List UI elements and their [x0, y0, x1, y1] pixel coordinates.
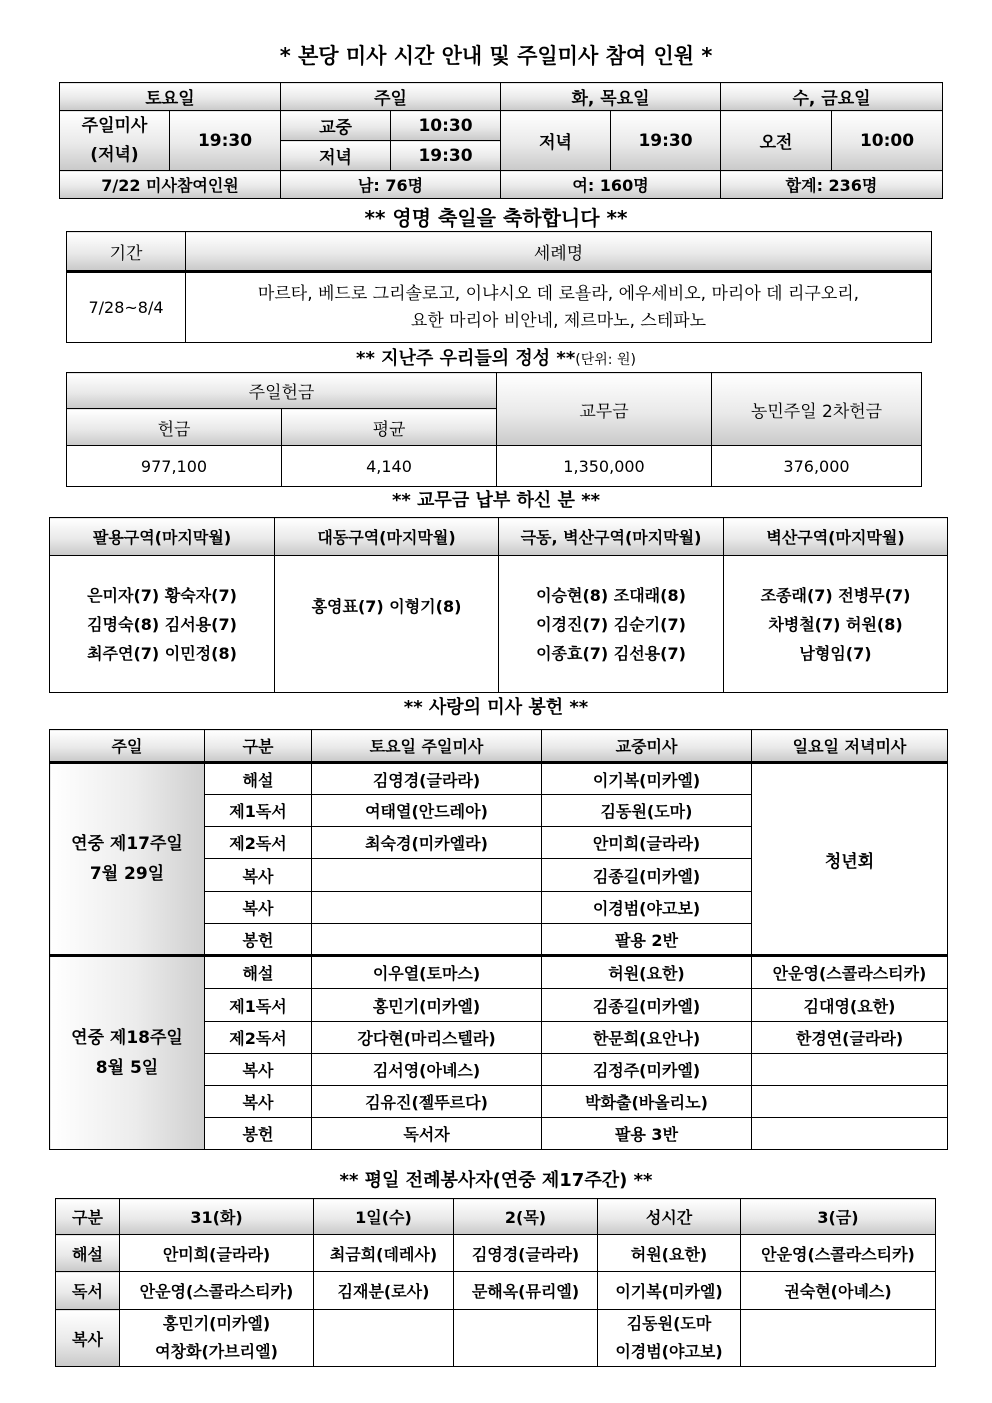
weekday-cell: 안운영(스콜라스티카) — [120, 1272, 314, 1310]
feast-title: ** 영명 축일을 축하합니다 ** — [364, 206, 628, 230]
main-cell: 이기복(미카엘) — [542, 763, 752, 795]
header-wed-fri: 수, 금요일 — [721, 83, 943, 111]
role-cell: 복사 — [205, 1054, 312, 1086]
weekday-role-reading: 독서 — [56, 1272, 120, 1310]
dues-payers-table — [49, 517, 948, 693]
role-cell: 봉헌 — [205, 924, 312, 956]
dues-list-byeoksan: 조종래(7) 전병무(7) 차병철(7) 허원(8) 남형임(7) — [724, 556, 948, 693]
dues-list-daedong: 홍영표(7) 이형기(8) — [275, 556, 499, 693]
sunday-main-time: 10:30 — [391, 111, 501, 141]
main-cell: 이경범(야고보) — [542, 892, 752, 924]
main-cell: 한문희(요안나) — [542, 1022, 752, 1054]
love-header-role: 구분 — [205, 730, 312, 763]
sunday-evening-label: 저녁 — [281, 141, 391, 171]
main-cell: 팔용 2반 — [542, 924, 752, 956]
header-tue-thu: 화, 목요일 — [501, 83, 721, 111]
weekday-cell: 김영경(글라라) — [454, 1235, 598, 1272]
role-cell: 제1독서 — [205, 795, 312, 827]
wed-fri-time: 10:00 — [832, 111, 943, 171]
dues-value: 1,350,000 — [497, 446, 712, 487]
week1-label: 연중 제17주일 7월 29일 — [50, 763, 205, 956]
weekday-cell: 안운영(스콜라스티카) — [741, 1235, 936, 1272]
role-cell: 복사 — [205, 1086, 312, 1118]
offering-table — [66, 372, 922, 487]
role-cell: 해설 — [205, 956, 312, 989]
dues-list-geukdong: 이승현(8) 조대래(8) 이경진(7) 김순기(7) 이종효(7) 김선용(7) — [499, 556, 724, 693]
weekday-cell: 김동원(도마 이경범(야고보) — [598, 1310, 741, 1367]
dues-header-byeoksan: 벽산구역(마지막월) — [724, 518, 948, 556]
farmer-offering-header: 농민주일 2차헌금 — [712, 373, 922, 446]
week1-sunday-evening: 청년회 — [752, 763, 948, 956]
feast-period-header: 기간 — [67, 232, 186, 272]
weekday-header-tue: 31(화) — [120, 1199, 314, 1235]
love-header-saturday: 토요일 주일미사 — [312, 730, 542, 763]
main-cell: 김정주(미카엘) — [542, 1054, 752, 1086]
header-saturday: 토요일 — [60, 83, 281, 111]
tue-thu-time: 19:30 — [611, 111, 721, 171]
main-cell: 안미희(글라라) — [542, 827, 752, 859]
wed-fri-label: 오전 — [721, 111, 832, 171]
role-cell: 제1독서 — [205, 989, 312, 1022]
week2-label: 연중 제18주일 8월 5일 — [50, 956, 205, 1150]
weekday-cell: 김재분(로사) — [314, 1272, 454, 1310]
saturday-time: 19:30 — [170, 111, 281, 171]
evening-cell: 한경연(글라라) — [752, 1022, 948, 1054]
saturday-cell: 여태열(안드레아) — [312, 795, 542, 827]
tue-thu-label: 저녁 — [501, 111, 611, 171]
main-cell: 김종길(미카엘) — [542, 859, 752, 892]
love-mass-title: ** 사랑의 미사 봉헌 ** — [403, 697, 589, 718]
offering-title: ** 지난주 우리들의 정성 **(단위: 원) — [356, 348, 636, 369]
evening-cell — [752, 1118, 948, 1150]
weekday-cell: 허원(요한) — [598, 1235, 741, 1272]
weekday-cell: 홍민기(미카엘) 여창화(가브리엘) — [120, 1310, 314, 1367]
weekday-cell — [454, 1310, 598, 1367]
saturday-cell: 김유진(젤뚜르다) — [312, 1086, 542, 1118]
farmer-offering-value: 376,000 — [712, 446, 922, 487]
main-cell: 허원(요한) — [542, 956, 752, 989]
love-header-sunday-evening: 일요일 저녁미사 — [752, 730, 948, 763]
sunday-main-label: 교중 — [281, 111, 391, 141]
weekday-cell — [314, 1310, 454, 1367]
weekday-header-fri: 3(금) — [741, 1199, 936, 1235]
main-cell: 박화출(바올리노) — [542, 1086, 752, 1118]
sunday-evening-time: 19:30 — [391, 141, 501, 171]
role-cell: 제2독서 — [205, 1022, 312, 1054]
main-cell: 팔용 3반 — [542, 1118, 752, 1150]
table-row — [56, 1235, 936, 1272]
weekday-header-holy-hour: 성시간 — [598, 1199, 741, 1235]
role-cell: 복사 — [205, 859, 312, 892]
attendance-label: 7/22 미사참여인원 — [60, 171, 281, 199]
saturday-cell: 김영경(글라라) — [312, 763, 542, 795]
weekday-cell — [741, 1310, 936, 1367]
cash-value: 977,100 — [67, 446, 282, 487]
average-value: 4,140 — [282, 446, 497, 487]
weekday-role-commentary: 해설 — [56, 1235, 120, 1272]
weekday-cell: 문해옥(뮤리엘) — [454, 1272, 598, 1310]
dues-title: ** 교무금 납부 하신 분 ** — [391, 490, 601, 511]
love-header-week: 주일 — [50, 730, 205, 763]
love-header-main: 교중미사 — [542, 730, 752, 763]
weekday-role-server: 복사 — [56, 1310, 120, 1367]
weekday-cell: 권숙현(아녜스) — [741, 1272, 936, 1310]
main-cell: 김동원(도마) — [542, 795, 752, 827]
table-row — [56, 1310, 936, 1367]
header-sunday: 주일 — [281, 83, 501, 111]
saturday-cell: 이우열(토마스) — [312, 956, 542, 989]
table-row — [50, 956, 948, 989]
weekday-cell: 이기복(미카엘) — [598, 1272, 741, 1310]
evening-cell: 안운영(스콜라스티카) — [752, 956, 948, 989]
average-header: 평균 — [282, 409, 497, 446]
table-row — [50, 763, 948, 795]
role-cell: 봉헌 — [205, 1118, 312, 1150]
saturday-cell: 최숙경(미카엘라) — [312, 827, 542, 859]
role-cell: 해설 — [205, 763, 312, 795]
sunday-offering-header: 주일헌금 — [67, 373, 497, 409]
saturday-cell — [312, 892, 542, 924]
dues-header-geukdong: 극동, 벽산구역(마지막월) — [499, 518, 724, 556]
evening-cell — [752, 1086, 948, 1118]
weekday-header-wed: 1일(수) — [314, 1199, 454, 1235]
saturday-cell — [312, 859, 542, 892]
evening-cell: 김대영(요한) — [752, 989, 948, 1022]
weekday-cell: 최금희(데레사) — [314, 1235, 454, 1272]
saturday-cell: 김서영(아녜스) — [312, 1054, 542, 1086]
role-cell: 복사 — [205, 892, 312, 924]
cash-header: 헌금 — [67, 409, 282, 446]
table-row — [56, 1272, 936, 1310]
role-cell: 제2독서 — [205, 827, 312, 859]
mass-time-table — [59, 82, 943, 199]
saturday-cell: 독서자 — [312, 1118, 542, 1150]
dues-header: 교무금 — [497, 373, 712, 446]
weekday-title: ** 평일 전례봉사자(연중 제17주간) ** — [339, 1170, 653, 1191]
attendance-male: 남: 76명 — [281, 171, 501, 199]
weekday-servers-table — [55, 1198, 936, 1367]
feast-table — [66, 231, 932, 343]
feast-period: 7/28~8/4 — [67, 272, 186, 343]
page-title: * 본당 미사 시간 안내 및 주일미사 참여 인원 * — [279, 44, 713, 68]
dues-header-daedong: 대동구역(마지막월) — [275, 518, 499, 556]
weekday-header-thu: 2(목) — [454, 1199, 598, 1235]
attendance-total: 합계: 236명 — [721, 171, 943, 199]
evening-cell — [752, 1054, 948, 1086]
weekday-header-role: 구분 — [56, 1199, 120, 1235]
saturday-label: 주일미사 (저녁) — [60, 111, 170, 171]
saturday-cell: 강다현(마리스텔라) — [312, 1022, 542, 1054]
feast-names-header: 세례명 — [186, 232, 932, 272]
dues-header-palyong: 팔용구역(마지막월) — [50, 518, 275, 556]
feast-names: 마르타, 베드로 그리솔로고, 이냐시오 데 로욜라, 에우세비오, 마리아 데 리구오리, 요한 마리아 비안네, 제르마노, 스테파노 — [186, 272, 932, 343]
attendance-female: 여: 160명 — [501, 171, 721, 199]
saturday-cell: 홍민기(미카엘) — [312, 989, 542, 1022]
dues-list-palyong: 은미자(7) 황숙자(7) 김명숙(8) 김서용(7) 최주연(7) 이민정(8) — [50, 556, 275, 693]
main-cell: 김종길(미카엘) — [542, 989, 752, 1022]
weekday-cell: 안미희(글라라) — [120, 1235, 314, 1272]
love-mass-table — [49, 729, 948, 1150]
saturday-cell — [312, 924, 542, 956]
